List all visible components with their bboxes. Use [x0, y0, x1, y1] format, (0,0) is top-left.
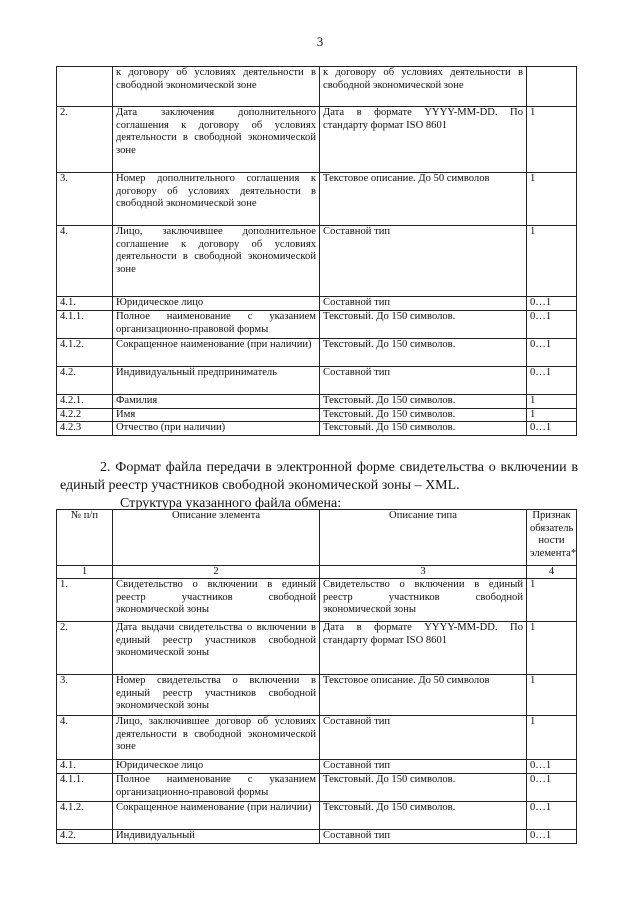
cell-element-description: Юридическое лицо [113, 760, 320, 774]
cell-element-description: Фамилия [113, 395, 320, 409]
column-number: 1 [57, 566, 113, 579]
table-2 [56, 509, 577, 844]
cell-type-description: Текстовое описание. До 50 символов [320, 173, 527, 226]
cell-type-description: Текстовый. До 150 символов. [320, 395, 527, 409]
table-row [57, 422, 577, 436]
cell-number: 4.1.1. [57, 774, 113, 802]
cell-element-description: Сокращенное наименование (при наличии) [113, 802, 320, 830]
cell-number: 4.2.3 [57, 422, 113, 436]
cell-required-flag: 0…1 [527, 297, 577, 311]
cell-element-description: Лицо, заключившее дополнительное соглашение к договору об условиях деятельности в свободной экономической зоне [113, 226, 320, 297]
cell-element-description: Юридическое лицо [113, 297, 320, 311]
section-paragraph: 2. Формат файла передачи в электронной форме свидетельства о включении в единый реестр участников свободной экономической зоны – XML. [60, 460, 578, 493]
header-element-description: Описание элемента [113, 510, 320, 566]
cell-element-description: Лицо, заключившее договор об условиях деятельности в свободной экономической зоне [113, 716, 320, 760]
cell-number: 3. [57, 173, 113, 226]
cell-required-flag: 1 [527, 579, 577, 622]
cell-number: 4.2. [57, 830, 113, 844]
cell-type-description: Текстовый. До 150 символов. [320, 339, 527, 367]
cell-element-description: Дата заключения дополнительного соглашения к договору об условиях деятельности в свободной экономической зоне [113, 107, 320, 173]
table-row [57, 802, 577, 830]
cell-required-flag [527, 67, 577, 107]
cell-required-flag: 0…1 [527, 830, 577, 844]
cell-number: 4. [57, 226, 113, 297]
header-required-flag: Признак обязатель ности элемента* [527, 510, 577, 566]
cell-required-flag: 1 [527, 622, 577, 675]
cell-number [57, 67, 113, 107]
cell-number: 4.1. [57, 297, 113, 311]
page-number: 3 [316, 34, 324, 49]
cell-type-description: Текстовый. До 150 символов. [320, 408, 527, 422]
cell-element-description: Полное наименование с указанием организационно-правовой формы [113, 311, 320, 339]
cell-number: 4.1. [57, 760, 113, 774]
cell-required-flag: 0…1 [527, 774, 577, 802]
cell-required-flag: 1 [527, 675, 577, 716]
table-row [57, 408, 577, 422]
cell-required-flag: 0…1 [527, 311, 577, 339]
cell-element-description: Дата выдачи свидетельства о включении в единый реестр участников свободной экономической зоны [113, 622, 320, 675]
cell-required-flag: 1 [527, 716, 577, 760]
cell-number: 4.2. [57, 367, 113, 395]
cell-element-description: к договору об условиях деятельности в свободной экономической зоне [113, 67, 320, 107]
column-number: 3 [320, 566, 527, 579]
table-row [57, 675, 577, 716]
table-row [57, 67, 577, 107]
cell-element-description: Свидетельство о включении в единый реестр участников свободной экономической зоны [113, 579, 320, 622]
column-number: 4 [527, 566, 577, 579]
cell-required-flag: 1 [527, 395, 577, 409]
cell-type-description: к договору об условиях деятельности в свободной экономической зоне [320, 67, 527, 107]
cell-element-description: Имя [113, 408, 320, 422]
table-row [57, 226, 577, 297]
cell-required-flag: 0…1 [527, 339, 577, 367]
cell-element-description: Сокращенное наименование (при наличии) [113, 339, 320, 367]
table-row [57, 760, 577, 774]
cell-number: 2. [57, 107, 113, 173]
cell-number: 4.1.2. [57, 802, 113, 830]
cell-type-description: Составной тип [320, 716, 527, 760]
cell-required-flag: 0…1 [527, 422, 577, 436]
table-row [57, 367, 577, 395]
cell-required-flag: 1 [527, 173, 577, 226]
cell-type-description: Свидетельство о включении в единый реестр участников свободной экономической зоны [320, 579, 527, 622]
cell-type-description: Текстовый. До 150 символов. [320, 422, 527, 436]
cell-type-description: Составной тип [320, 226, 527, 297]
table-row [57, 339, 577, 367]
column-number: 2 [113, 566, 320, 579]
cell-number: 1. [57, 579, 113, 622]
table-header-row [57, 510, 577, 566]
cell-type-description: Текстовый. До 150 символов. [320, 311, 527, 339]
table-row [57, 830, 577, 844]
table-row [57, 395, 577, 409]
table-row [57, 716, 577, 760]
cell-type-description: Текстовый. До 150 символов. [320, 802, 527, 830]
table-row [57, 622, 577, 675]
header-type-description: Описание типа [320, 510, 527, 566]
cell-element-description: Индивидуальный предприниматель [113, 367, 320, 395]
cell-number: 2. [57, 622, 113, 675]
cell-required-flag: 1 [527, 408, 577, 422]
cell-type-description: Текстовое описание. До 50 символов [320, 675, 527, 716]
cell-number: 3. [57, 675, 113, 716]
cell-element-description: Полное наименование с указанием организационно-правовой формы [113, 774, 320, 802]
cell-type-description: Текстовый. До 150 символов. [320, 774, 527, 802]
column-numbers-row [57, 566, 577, 579]
table-1 [56, 66, 577, 436]
cell-required-flag: 0…1 [527, 802, 577, 830]
table-row [57, 774, 577, 802]
cell-element-description: Номер дополнительного соглашения к договору об условиях деятельности в свободной экономической зоне [113, 173, 320, 226]
cell-required-flag: 0…1 [527, 760, 577, 774]
table-row [57, 297, 577, 311]
cell-number: 4.1.1. [57, 311, 113, 339]
table-row [57, 173, 577, 226]
table-row [57, 311, 577, 339]
cell-type-description: Составной тип [320, 830, 527, 844]
cell-type-description: Составной тип [320, 760, 527, 774]
cell-required-flag: 1 [527, 107, 577, 173]
cell-type-description: Дата в формате YYYY-MM-DD. По стандарту формат ISO 8601 [320, 622, 527, 675]
cell-number: 4.1.2. [57, 339, 113, 367]
cell-element-description: Номер свидетельства о включении в единый реестр участников свободной экономической зоны [113, 675, 320, 716]
table-row [57, 579, 577, 622]
cell-type-description: Составной тип [320, 367, 527, 395]
table-row [57, 107, 577, 173]
cell-type-description: Дата в формате YYYY-MM-DD. По стандарту формат ISO 8601 [320, 107, 527, 173]
cell-number: 4.2.2 [57, 408, 113, 422]
cell-element-description: Индивидуальный [113, 830, 320, 844]
header-number: № п/п [57, 510, 113, 566]
cell-element-description: Отчество (при наличии) [113, 422, 320, 436]
cell-number: 4.2.1. [57, 395, 113, 409]
structure-caption: Структура указанного файла обмена: [120, 496, 342, 511]
cell-type-description: Составной тип [320, 297, 527, 311]
cell-number: 4. [57, 716, 113, 760]
cell-required-flag: 1 [527, 226, 577, 297]
cell-required-flag: 0…1 [527, 367, 577, 395]
